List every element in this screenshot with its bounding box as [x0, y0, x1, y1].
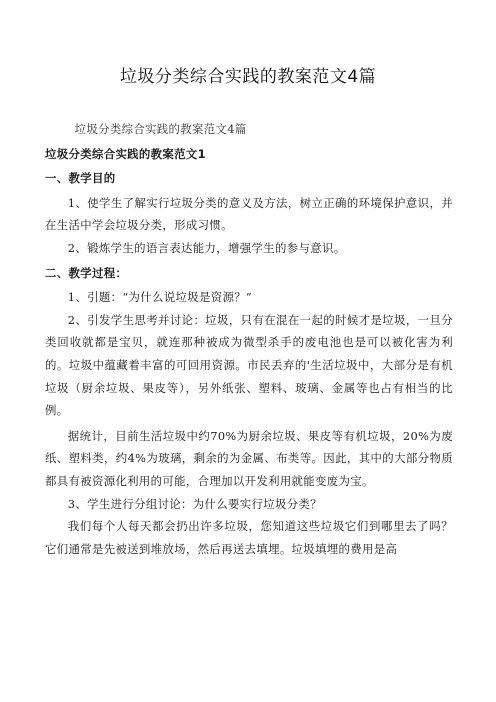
section-heading: 垃圾分类综合实践的教案范文1 [45, 146, 206, 161]
document-body [45, 118, 453, 560]
paragraph-goal-2: 2、锻炼学生的语言表达能力，增强学生的参与意识。 [67, 240, 346, 255]
document-title: 垃圾分类综合实践的教案范文4篇 [119, 67, 377, 87]
heading-teaching-goals: 一、教学目的 [45, 171, 116, 186]
paragraph-waste-destination: 我们每个人每天都会扔出许多垃圾，您知道这些垃圾它们到哪里去了吗？它们通常是先被送到堆放场，然后再送去填埋。垃圾填埋的费用是高 [45, 519, 453, 556]
intro-line: 垃圾分类综合实践的教案范文4篇 [74, 122, 247, 136]
paragraph-discussion: 2、引发学生思考并讨论：垃圾，只有在混在一起的时候才是垃圾，一旦分类回收就都是宝贝，就连那种被成为微型杀手的废电池也是可以被化害为利的。垃圾中蕴藏着丰富的可回用资源。市民丢弃的'生活垃圾中，大部分是有机垃圾（厨余垃圾、果皮等），另外纸张、塑料、玻璃、金属等也占有相当的比例。 [45, 312, 453, 418]
paragraph-statistics: 据统计，目前生活垃圾中约70%为厨余垃圾、果皮等有机垃圾，20%为废纸、塑料类，约4%为玻璃，剩余的为金属、布类等。因此，其中的大部分物质都具有被资源化利用的可能，合理加以开发利用就能变废为宝。 [45, 428, 453, 488]
paragraph-goal-1: 1、使学生了解实行垃圾分类的意义及方法，树立正确的环境保护意识，并在生活中学会垃圾分类，形成习惯。 [45, 195, 453, 233]
heading-teaching-process: 二、教学过程： [45, 265, 128, 280]
paragraph-group-discussion: 3、学生进行分组讨论：为什么要实行垃圾分类？ [67, 496, 322, 511]
paragraph-intro-question: 1、引题：“为什么说垃圾是资源？” [67, 290, 253, 305]
